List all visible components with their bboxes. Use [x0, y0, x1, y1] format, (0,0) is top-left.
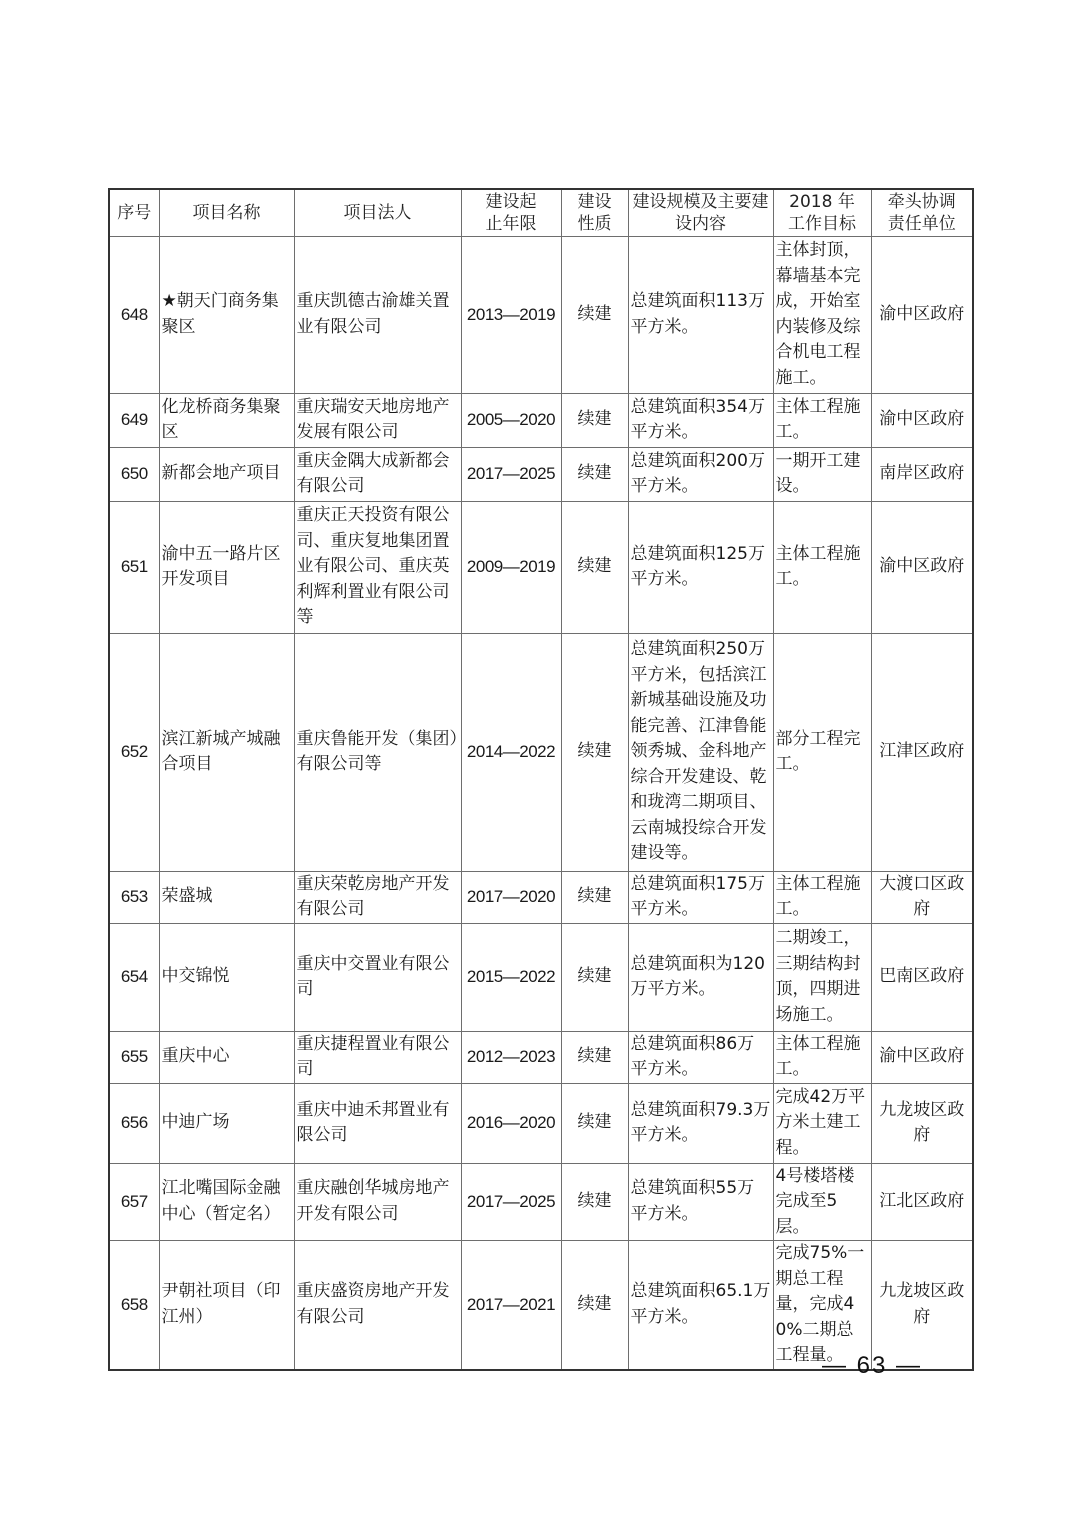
cell-period: 2014—2022 — [461, 633, 561, 871]
cell-period: 2016—2020 — [461, 1083, 561, 1163]
cell-responsible-unit: 南岸区政府 — [871, 447, 973, 501]
cell-project-name: 渝中五一路片区开发项目 — [159, 501, 294, 633]
cell-project-name: 中迪广场 — [159, 1083, 294, 1163]
cell-goal: 4号楼塔楼完成至5层。 — [773, 1163, 871, 1241]
header-legal: 项目法人 — [294, 189, 461, 236]
cell-legal-entity: 重庆捷程置业有限公司 — [294, 1031, 461, 1083]
table-row — [109, 633, 973, 871]
cell-responsible-unit: 江津区政府 — [871, 633, 973, 871]
project-table — [108, 188, 974, 1371]
cell-goal: 一期开工建设。 — [773, 447, 871, 501]
cell-scope: 总建筑面积200万平方米。 — [628, 447, 773, 501]
table-row — [109, 1083, 973, 1163]
cell-legal-entity: 重庆中交置业有限公司 — [294, 923, 461, 1031]
cell-responsible-unit: 渝中区政府 — [871, 236, 973, 393]
cell-legal-entity: 重庆凯德古渝雄关置业有限公司 — [294, 236, 461, 393]
cell-legal-entity: 重庆荣乾房地产开发有限公司 — [294, 871, 461, 923]
cell-scope: 总建筑面积65.1万平方米。 — [628, 1241, 773, 1370]
cell-goal: 主体工程施工。 — [773, 871, 871, 923]
cell-nature: 续建 — [561, 236, 628, 393]
cell-scope: 总建筑面积175万平方米。 — [628, 871, 773, 923]
cell-num: 656 — [109, 1083, 159, 1163]
cell-nature: 续建 — [561, 871, 628, 923]
cell-goal: 主体封顶，幕墙基本完成，开始室内装修及综合机电工程施工。 — [773, 236, 871, 393]
cell-scope: 总建筑面积86万平方米。 — [628, 1031, 773, 1083]
cell-goal: 部分工程完工。 — [773, 633, 871, 871]
cell-nature: 续建 — [561, 1241, 628, 1370]
header-scope: 建设规模及主要建设内容 — [628, 189, 773, 236]
header-nature: 建设性质 — [561, 189, 628, 236]
cell-num: 657 — [109, 1163, 159, 1241]
cell-scope: 总建筑面积55万平方米。 — [628, 1163, 773, 1241]
cell-project-name: 新都会地产项目 — [159, 447, 294, 501]
cell-scope: 总建筑面积113万平方米。 — [628, 236, 773, 393]
cell-nature: 续建 — [561, 501, 628, 633]
cell-scope: 总建筑面积125万平方米。 — [628, 501, 773, 633]
cell-responsible-unit: 九龙坡区政府 — [871, 1241, 973, 1370]
cell-nature: 续建 — [561, 1163, 628, 1241]
cell-goal: 主体工程施工。 — [773, 501, 871, 633]
cell-nature: 续建 — [561, 393, 628, 447]
cell-scope: 总建筑面积79.3万平方米。 — [628, 1083, 773, 1163]
header-period: 建设起止年限 — [461, 189, 561, 236]
header-goal: 2018 年工作目标 — [773, 189, 871, 236]
cell-project-name: 尹朝社项目（印江州） — [159, 1241, 294, 1370]
cell-period: 2015—2022 — [461, 923, 561, 1031]
cell-legal-entity: 重庆正天投资有限公司、重庆复地集团置业有限公司、重庆英利辉利置业有限公司等 — [294, 501, 461, 633]
cell-scope: 总建筑面积354万平方米。 — [628, 393, 773, 447]
header-num: 序号 — [109, 189, 159, 236]
cell-num: 655 — [109, 1031, 159, 1083]
cell-period: 2005—2020 — [461, 393, 561, 447]
cell-project-name: 荣盛城 — [159, 871, 294, 923]
cell-period: 2013—2019 — [461, 236, 561, 393]
table-row — [109, 1241, 973, 1370]
table-row — [109, 1031, 973, 1083]
cell-num: 658 — [109, 1241, 159, 1370]
cell-goal: 完成42万平方米土建工程。 — [773, 1083, 871, 1163]
cell-nature: 续建 — [561, 1031, 628, 1083]
cell-num: 650 — [109, 447, 159, 501]
cell-num: 648 — [109, 236, 159, 393]
cell-nature: 续建 — [561, 923, 628, 1031]
table-row — [109, 393, 973, 447]
cell-scope: 总建筑面积为120万平方米。 — [628, 923, 773, 1031]
cell-project-name: 重庆中心 — [159, 1031, 294, 1083]
cell-legal-entity: 重庆金隅大成新都会有限公司 — [294, 447, 461, 501]
cell-scope: 总建筑面积250万平方米，包括滨江新城基础设施及功能完善、江津鲁能领秀城、金科地产综合开发建设、乾和珑湾二期项目、云南城投综合开发建设等。 — [628, 633, 773, 871]
cell-legal-entity: 重庆瑞安天地房地产发展有限公司 — [294, 393, 461, 447]
table-header-row — [109, 189, 973, 236]
cell-num: 652 — [109, 633, 159, 871]
table-row — [109, 871, 973, 923]
cell-project-name: 化龙桥商务集聚区 — [159, 393, 294, 447]
cell-responsible-unit: 九龙坡区政府 — [871, 1083, 973, 1163]
cell-num: 653 — [109, 871, 159, 923]
cell-nature: 续建 — [561, 633, 628, 871]
cell-responsible-unit: 大渡口区政府 — [871, 871, 973, 923]
cell-legal-entity: 重庆融创华城房地产开发有限公司 — [294, 1163, 461, 1241]
cell-legal-entity: 重庆鲁能开发（集团）有限公司等 — [294, 633, 461, 871]
cell-responsible-unit: 渝中区政府 — [871, 393, 973, 447]
cell-project-name: 中交锦悦 — [159, 923, 294, 1031]
cell-goal: 完成75%一期总工程量，完成40%二期总工程量。 — [773, 1241, 871, 1370]
cell-responsible-unit: 巴南区政府 — [871, 923, 973, 1031]
cell-period: 2012—2023 — [461, 1031, 561, 1083]
cell-goal: 主体工程施工。 — [773, 1031, 871, 1083]
cell-responsible-unit: 江北区政府 — [871, 1163, 973, 1241]
cell-project-name: 滨江新城产城融合项目 — [159, 633, 294, 871]
table-row — [109, 923, 973, 1031]
cell-responsible-unit: 渝中区政府 — [871, 1031, 973, 1083]
table-row — [109, 501, 973, 633]
cell-nature: 续建 — [561, 1083, 628, 1163]
cell-period: 2009—2019 — [461, 501, 561, 633]
cell-goal: 主体工程施工。 — [773, 393, 871, 447]
cell-period: 2017—2020 — [461, 871, 561, 923]
cell-num: 651 — [109, 501, 159, 633]
cell-num: 649 — [109, 393, 159, 447]
page-number: — 63 — — [822, 1352, 923, 1379]
header-name: 项目名称 — [159, 189, 294, 236]
cell-goal: 二期竣工，三期结构封顶，四期进场施工。 — [773, 923, 871, 1031]
table-row — [109, 447, 973, 501]
cell-num: 654 — [109, 923, 159, 1031]
cell-legal-entity: 重庆盛资房地产开发有限公司 — [294, 1241, 461, 1370]
cell-project-name: 江北嘴国际金融中心（暂定名） — [159, 1163, 294, 1241]
cell-project-name: ★朝天门商务集聚区 — [159, 236, 294, 393]
cell-legal-entity: 重庆中迪禾邦置业有限公司 — [294, 1083, 461, 1163]
cell-responsible-unit: 渝中区政府 — [871, 501, 973, 633]
table-row — [109, 1163, 973, 1241]
cell-period: 2017—2021 — [461, 1241, 561, 1370]
cell-period: 2017—2025 — [461, 1163, 561, 1241]
header-unit: 牵头协调责任单位 — [871, 189, 973, 236]
cell-period: 2017—2025 — [461, 447, 561, 501]
table-row — [109, 236, 973, 393]
cell-nature: 续建 — [561, 447, 628, 501]
